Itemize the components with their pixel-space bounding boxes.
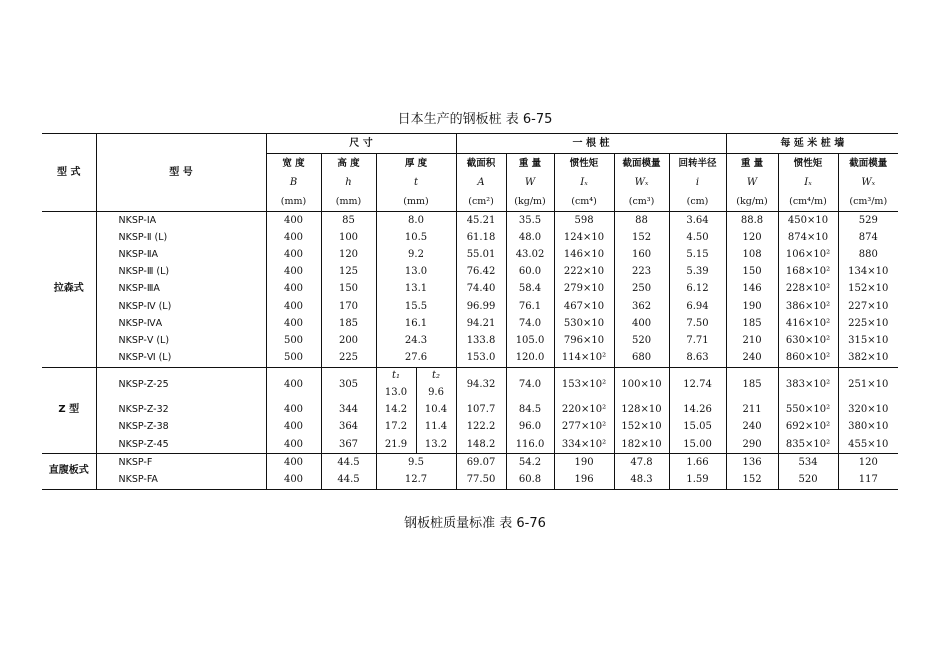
table-cell: 24.3 <box>376 332 456 349</box>
table-row <box>42 350 898 368</box>
table-cell: 400 <box>266 212 321 230</box>
thickness-t1-label: t₁ <box>391 370 401 382</box>
table-row <box>42 402 898 419</box>
header-type: 型 式 <box>42 134 96 212</box>
header-col-name: 截面模量 <box>614 154 669 174</box>
table-cell: 17.2 <box>384 421 408 433</box>
table-cell: NKSP-ⅢA <box>96 281 266 298</box>
table-cell: 455×10 <box>838 436 898 454</box>
table-cell: 88 <box>614 212 669 230</box>
table-cell: 94.32 <box>456 367 506 402</box>
table-cell: 11.4 <box>416 419 456 436</box>
table-cell: 74.0 <box>506 367 554 402</box>
table-cell: 13.2 <box>416 436 456 453</box>
table-cell: NKSP-Z-45 <box>96 436 266 454</box>
table-cell: 630×10² <box>778 332 838 349</box>
table-cell: 150 <box>726 264 778 281</box>
table-row <box>42 471 898 489</box>
table-cell: 96.0 <box>506 419 554 436</box>
table-cell: 3.64 <box>669 212 726 230</box>
table-cell: 190 <box>726 298 778 315</box>
table-row <box>42 229 898 246</box>
header-col-symbol: t <box>376 173 456 192</box>
table-cell: 185 <box>726 367 778 402</box>
table-cell: 196 <box>554 471 614 489</box>
table-cell: 152×10 <box>838 281 898 298</box>
table-cell: 6.94 <box>669 298 726 315</box>
table-cell: 880 <box>838 246 898 263</box>
table-cell: 467×10 <box>554 298 614 315</box>
table-cell: NKSP-Z-38 <box>96 419 266 436</box>
table-cell: 7.50 <box>669 315 726 332</box>
table-cell: 13.0 <box>376 264 456 281</box>
table-cell: 117 <box>838 471 898 489</box>
table-cell: 107.7 <box>456 402 506 419</box>
table-cell: 211 <box>726 402 778 419</box>
header-col-unit: (cm³/m) <box>838 192 898 212</box>
table-cell: 120 <box>726 229 778 246</box>
table-cell: 598 <box>554 212 614 230</box>
table-cell: 84.5 <box>506 402 554 419</box>
header-col-name: 惯性矩 <box>554 154 614 174</box>
table-cell: 120 <box>321 246 376 263</box>
table-cell: 106×10² <box>778 246 838 263</box>
table-cell: 15.5 <box>376 298 456 315</box>
table-row <box>42 212 898 230</box>
header-col-name: 惯性矩 <box>778 154 838 174</box>
header-col-symbol: Wₓ <box>614 173 669 192</box>
table-cell: 1.66 <box>669 454 726 472</box>
table-cell: 74.40 <box>456 281 506 298</box>
header-col-symbol: W <box>726 173 778 192</box>
table-cell: 251×10 <box>838 367 898 402</box>
table-cell: 105.0 <box>506 332 554 349</box>
table-cell: 76.42 <box>456 264 506 281</box>
header-col-unit: (cm) <box>669 192 726 212</box>
header-col-symbol: Iₓ <box>554 173 614 192</box>
table-cell: 60.8 <box>506 471 554 489</box>
header-col-symbol: A <box>456 173 506 192</box>
header-col-name: 宽 度 <box>266 154 321 174</box>
table-row <box>42 419 898 436</box>
table-cell: 108 <box>726 246 778 263</box>
table-cell: 27.6 <box>376 350 456 368</box>
group-type-label: 直腹板式 <box>42 454 96 489</box>
header-col-symbol: Iₓ <box>778 173 838 192</box>
table-cell: 334×10² <box>554 436 614 454</box>
header-col-name: 截面模量 <box>838 154 898 174</box>
table-cell: 680 <box>614 350 669 368</box>
table-cell: NKSP-Ⅱ (L) <box>96 229 266 246</box>
table-cell: 48.3 <box>614 471 669 489</box>
table-cell: 13.0 <box>384 387 408 399</box>
thickness-split-cell <box>376 419 456 436</box>
table-cell: 383×10² <box>778 367 838 402</box>
table-row <box>42 264 898 281</box>
table-cell: 96.99 <box>456 298 506 315</box>
table-cell: 12.74 <box>669 367 726 402</box>
table-cell: 185 <box>726 315 778 332</box>
header-col-symbol: B <box>266 173 321 192</box>
table-cell: 58.4 <box>506 281 554 298</box>
table-cell: 874 <box>838 229 898 246</box>
table-cell: 45.21 <box>456 212 506 230</box>
table-cell: 6.12 <box>669 281 726 298</box>
header-col-unit: (cm⁴) <box>554 192 614 212</box>
table-cell: 277×10² <box>554 419 614 436</box>
thickness-split-cell <box>376 402 456 419</box>
table-cell: 48.0 <box>506 229 554 246</box>
group-type-label: Z 型 <box>42 367 96 454</box>
table-row <box>42 281 898 298</box>
header-col-name: 重 量 <box>506 154 554 174</box>
table-cell: 125 <box>321 264 376 281</box>
table-cell: NKSP-Ⅵ (L) <box>96 350 266 368</box>
table-cell: NKSP-Ⅳ (L) <box>96 298 266 315</box>
table-cell: 152 <box>726 471 778 489</box>
table-cell: 227×10 <box>838 298 898 315</box>
thickness-t2-label: t₂ <box>416 368 456 385</box>
steel-sheet-pile-table <box>42 133 898 490</box>
table-cell: 47.8 <box>614 454 669 472</box>
table-cell: NKSP-ⅡA <box>96 246 266 263</box>
table-cell: 133.8 <box>456 332 506 349</box>
table-cell: 10.4 <box>416 402 456 419</box>
header-col-symbol: i <box>669 173 726 192</box>
table-cell: 380×10 <box>838 419 898 436</box>
table-cell: 225 <box>321 350 376 368</box>
table-cell: 152×10 <box>614 419 669 436</box>
table-cell: 530×10 <box>554 315 614 332</box>
table-cell: 153×10² <box>554 367 614 402</box>
table-cell: 170 <box>321 298 376 315</box>
header-col-name: 厚 度 <box>376 154 456 174</box>
table-cell: 386×10² <box>778 298 838 315</box>
header-col-unit: (kg/m) <box>726 192 778 212</box>
table-cell: 400 <box>266 264 321 281</box>
table-cell: 69.07 <box>456 454 506 472</box>
table-row <box>42 246 898 263</box>
table-cell: 400 <box>614 315 669 332</box>
table-cell: 55.01 <box>456 246 506 263</box>
table-cell: 367 <box>321 436 376 454</box>
table-cell: 150 <box>321 281 376 298</box>
table-cell: 290 <box>726 436 778 454</box>
table-cell: 15.00 <box>669 436 726 454</box>
table-cell: 35.5 <box>506 212 554 230</box>
table-cell: 250 <box>614 281 669 298</box>
table-cell: 122.2 <box>456 419 506 436</box>
table-cell: 279×10 <box>554 281 614 298</box>
table-cell: 190 <box>554 454 614 472</box>
table-cell: 146 <box>726 281 778 298</box>
table-cell: 692×10² <box>778 419 838 436</box>
table-cell: 60.0 <box>506 264 554 281</box>
table-cell: 220×10² <box>554 402 614 419</box>
table-cell: 5.39 <box>669 264 726 281</box>
table-cell: 223 <box>614 264 669 281</box>
table-header <box>42 134 898 212</box>
table-cell: 344 <box>321 402 376 419</box>
table-cell: 14.26 <box>669 402 726 419</box>
table-cell: 54.2 <box>506 454 554 472</box>
table-cell: 76.1 <box>506 298 554 315</box>
header-col-unit: (mm) <box>376 192 456 212</box>
table-cell: NKSP-Z-25 <box>96 367 266 402</box>
table-cell: 124×10 <box>554 229 614 246</box>
table-cell: 182×10 <box>614 436 669 454</box>
table-cell: 10.5 <box>376 229 456 246</box>
table-cell: 120 <box>838 454 898 472</box>
table-cell: 874×10 <box>778 229 838 246</box>
table-cell: 200 <box>321 332 376 349</box>
table-cell: 12.7 <box>376 471 456 489</box>
header-col-unit: (mm) <box>266 192 321 212</box>
group-type-label: 拉森式 <box>42 212 96 368</box>
thickness-split-cell <box>376 436 456 454</box>
table-cell: 88.8 <box>726 212 778 230</box>
table-cell: 152 <box>614 229 669 246</box>
table-cell: 7.71 <box>669 332 726 349</box>
table-cell: 529 <box>838 212 898 230</box>
table-cell: NKSP-Ⅲ (L) <box>96 264 266 281</box>
table-cell: 1.59 <box>669 471 726 489</box>
table-caption-bottom: 钢板桩质量标准 表 6-76 <box>404 516 546 531</box>
table-cell: 185 <box>321 315 376 332</box>
table-cell: 364 <box>321 419 376 436</box>
header-col-unit: (cm³) <box>614 192 669 212</box>
table-cell: 320×10 <box>838 402 898 419</box>
table-cell: 85 <box>321 212 376 230</box>
header-col-symbol: Wₓ <box>838 173 898 192</box>
table-cell: NKSP-ⅠA <box>96 212 266 230</box>
table-cell: 77.50 <box>456 471 506 489</box>
table-cell: 240 <box>726 350 778 368</box>
table-cell: 100×10 <box>614 367 669 402</box>
table-cell: 128×10 <box>614 402 669 419</box>
table-cell: 400 <box>266 298 321 315</box>
table-cell: 860×10² <box>778 350 838 368</box>
table-cell: 168×10² <box>778 264 838 281</box>
table-cell: NKSP-Z-32 <box>96 402 266 419</box>
table-cell: 400 <box>266 281 321 298</box>
table-cell: 44.5 <box>321 471 376 489</box>
table-cell: 520 <box>778 471 838 489</box>
table-cell: 13.1 <box>376 281 456 298</box>
table-cell: 550×10² <box>778 402 838 419</box>
table-cell: 210 <box>726 332 778 349</box>
table-cell: NKSP-FA <box>96 471 266 489</box>
table-cell: 362 <box>614 298 669 315</box>
header-per-meter-wall: 每 延 米 桩 墙 <box>726 134 898 154</box>
table-cell: 222×10 <box>554 264 614 281</box>
table-cell: 160 <box>614 246 669 263</box>
table-cell: 400 <box>266 419 321 436</box>
table-cell: 305 <box>321 367 376 402</box>
header-col-name: 回转半径 <box>669 154 726 174</box>
table-row <box>42 454 898 472</box>
table-cell: 240 <box>726 419 778 436</box>
table-cell: 400 <box>266 367 321 402</box>
table-cell: 94.21 <box>456 315 506 332</box>
table-cell: 400 <box>266 436 321 454</box>
header-col-unit: (cm⁴/m) <box>778 192 838 212</box>
header-col-symbol: h <box>321 173 376 192</box>
table-cell: 225×10 <box>838 315 898 332</box>
header-col-name: 重 量 <box>726 154 778 174</box>
table-cell: 114×10² <box>554 350 614 368</box>
table-cell: 116.0 <box>506 436 554 454</box>
table-cell: 9.5 <box>376 454 456 472</box>
table-cell: 382×10 <box>838 350 898 368</box>
table-cell: 500 <box>266 332 321 349</box>
table-cell: 8.63 <box>669 350 726 368</box>
table-cell: 61.18 <box>456 229 506 246</box>
table-cell: 8.0 <box>376 212 456 230</box>
table-caption-top: 日本生产的钢板桩 表 6-75 <box>397 112 553 127</box>
table-cell: 4.50 <box>669 229 726 246</box>
table-cell: 100 <box>321 229 376 246</box>
thickness-split-cell <box>376 367 456 402</box>
table-cell: 450×10 <box>778 212 838 230</box>
table-cell: 74.0 <box>506 315 554 332</box>
table-cell: NKSP-Ⅴ (L) <box>96 332 266 349</box>
table-cell: 500 <box>266 350 321 368</box>
table-body <box>42 212 898 490</box>
table-cell: 134×10 <box>838 264 898 281</box>
table-cell: 146×10 <box>554 246 614 263</box>
table-cell: 43.02 <box>506 246 554 263</box>
table-cell: 416×10² <box>778 315 838 332</box>
header-col-symbol: W <box>506 173 554 192</box>
table-cell: 153.0 <box>456 350 506 368</box>
table-row <box>42 332 898 349</box>
header-single-pile: 一 根 桩 <box>456 134 726 154</box>
table-cell: 520 <box>614 332 669 349</box>
header-dimensions: 尺 寸 <box>266 134 456 154</box>
table-cell: 400 <box>266 454 321 472</box>
table-cell: 9.2 <box>376 246 456 263</box>
table-cell: 16.1 <box>376 315 456 332</box>
header-col-unit: (kg/m) <box>506 192 554 212</box>
table-row <box>42 315 898 332</box>
table-cell: 400 <box>266 246 321 263</box>
table-cell: 835×10² <box>778 436 838 454</box>
header-col-unit: (mm) <box>321 192 376 212</box>
table-cell: 148.2 <box>456 436 506 454</box>
table-cell: 315×10 <box>838 332 898 349</box>
table-cell: NKSP-ⅣA <box>96 315 266 332</box>
header-model: 型 号 <box>96 134 266 212</box>
table-cell: 534 <box>778 454 838 472</box>
table-cell: 9.6 <box>416 385 456 402</box>
table-cell: 400 <box>266 315 321 332</box>
table-cell: 44.5 <box>321 454 376 472</box>
header-col-name: 高 度 <box>321 154 376 174</box>
table-row <box>42 298 898 315</box>
table-row <box>42 367 898 402</box>
table-cell: 15.05 <box>669 419 726 436</box>
table-cell: 796×10 <box>554 332 614 349</box>
header-col-unit: (cm²) <box>456 192 506 212</box>
table-cell: NKSP-F <box>96 454 266 472</box>
table-cell: 120.0 <box>506 350 554 368</box>
table-row <box>42 436 898 454</box>
table-cell: 14.2 <box>384 404 408 416</box>
table-cell: 400 <box>266 229 321 246</box>
table-cell: 5.15 <box>669 246 726 263</box>
table-cell: 400 <box>266 471 321 489</box>
header-col-name: 截面积 <box>456 154 506 174</box>
table-cell: 228×10² <box>778 281 838 298</box>
table-cell: 400 <box>266 402 321 419</box>
table-cell: 21.9 <box>384 438 408 450</box>
table-cell: 136 <box>726 454 778 472</box>
